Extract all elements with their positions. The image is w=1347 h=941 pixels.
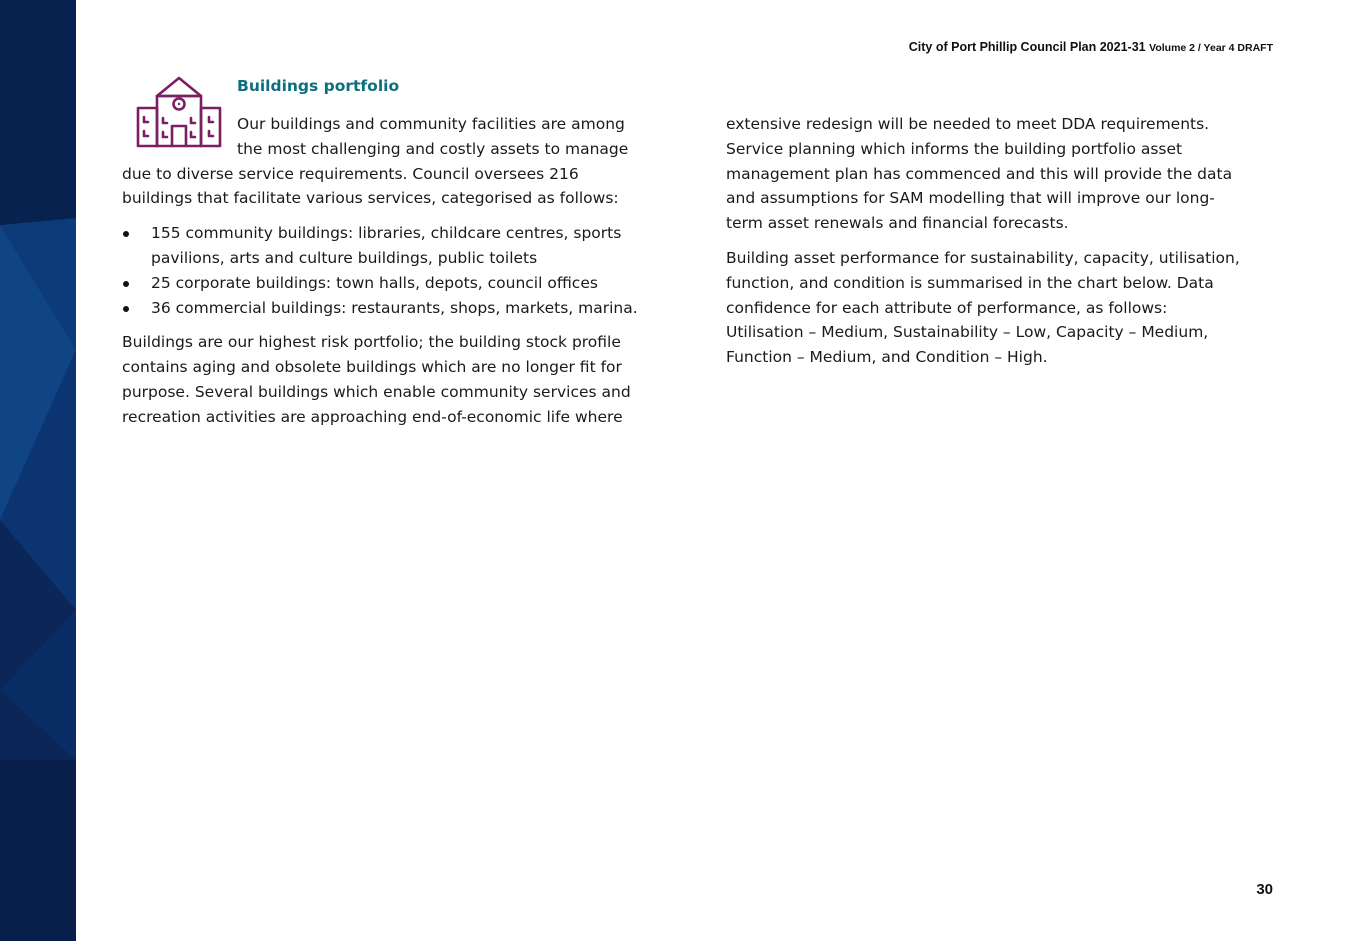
intro-line: buildings that facilitate various services, categorised as follows: [122, 189, 619, 208]
page-number: 30 [1256, 881, 1273, 898]
paragraph-line: extensive redesign will be needed to meet DDA requirements. [726, 115, 1210, 133]
intro-line: Our buildings and community facilities are among [237, 115, 625, 133]
paragraph-line: function, and condition is summarised in the chart below. Data [726, 273, 1214, 292]
paragraph-line: recreation activities are approaching end-of-economic life where [122, 407, 623, 426]
section-title: Buildings portfolio [237, 77, 400, 95]
list-item-line: 36 commercial buildings: restaurants, shops, markets, marina. [151, 298, 638, 317]
document-volume: Volume 2 / Year 4 DRAFT [1149, 42, 1273, 54]
list-item-line: pavilions, arts and culture buildings, public toilets [151, 248, 538, 267]
list-item-line: 155 community buildings: libraries, childcare centres, sports [151, 224, 622, 243]
intro-line: due to diverse service requirements. Council oversees 216 [122, 164, 579, 183]
list-item-line: 25 corporate buildings: town halls, depots, council offices [151, 273, 598, 292]
paragraph-line: Service planning which informs the building portfolio asset [726, 139, 1183, 158]
intro-paragraph [122, 112, 672, 211]
side-band-pattern [0, 0, 76, 941]
paragraph-line: Function – Medium, and Condition – High. [726, 348, 1048, 367]
intro-line: the most challenging and costly assets to manage [237, 139, 629, 158]
paragraph-line: Utilisation – Medium, Sustainability – Low, Capacity – Medium, [726, 323, 1209, 342]
redesign-paragraph [726, 112, 1286, 236]
left-column [122, 112, 672, 430]
risk-paragraph [122, 330, 672, 429]
decorative-side-band [0, 0, 76, 941]
list-item [122, 296, 672, 321]
right-column [726, 112, 1286, 370]
paragraph-line: term asset renewals and financial forecasts. [726, 214, 1069, 233]
paragraph-line: and assumptions for SAM modelling that will improve our long- [726, 189, 1215, 208]
paragraph-line: Building asset performance for sustainability, capacity, utilisation, [726, 248, 1240, 267]
list-item [122, 221, 672, 271]
building-categories-list [122, 221, 672, 320]
paragraph-line: purpose. Several buildings which enable community services and [122, 382, 631, 401]
running-header [909, 40, 1273, 54]
list-item [122, 271, 672, 296]
document-title: City of Port Phillip Council Plan 2021-31 [908, 40, 1146, 54]
performance-paragraph [726, 246, 1286, 370]
paragraph-line: contains aging and obsolete buildings which are no longer fit for [122, 358, 622, 377]
paragraph-line: Buildings are our highest risk portfolio; the building stock profile [122, 333, 621, 352]
paragraph-line: confidence for each attribute of performance, as follows: [726, 298, 1168, 317]
paragraph-line: management plan has commenced and this will provide the data [726, 164, 1233, 183]
